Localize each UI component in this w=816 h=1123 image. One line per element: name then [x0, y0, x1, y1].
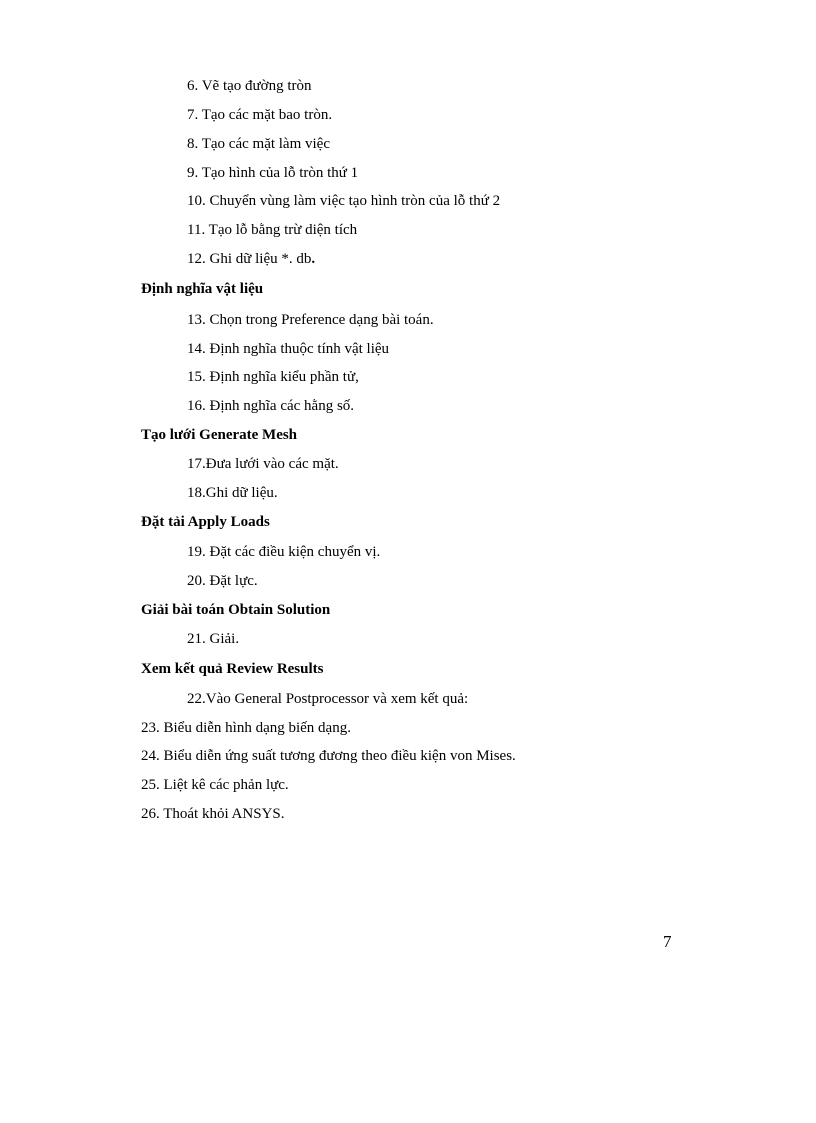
list-item: 18.Ghi dữ liệu. [187, 485, 278, 501]
section-heading: Xem kết quả Review Results [141, 661, 324, 677]
list-item: 23. Biểu diễn hình dạng biến dạng. [141, 720, 351, 736]
list-item: 9. Tạo hình của lỗ tròn thứ 1 [187, 165, 359, 181]
list-item: 11. Tạo lỗ bằng trừ diện tích [187, 222, 358, 238]
list-item: 8. Tạo các mặt làm việc [187, 136, 330, 152]
list-item: 20. Đặt lực. [187, 573, 258, 589]
list-item-suffix: . [311, 251, 316, 267]
list-item [187, 250, 315, 268]
list-item: 13. Chọn trong Preference dạng bài toán. [187, 312, 434, 328]
list-item: 21. Giải. [187, 631, 240, 647]
list-item: 16. Định nghĩa các hằng số. [187, 398, 355, 414]
section-heading: Tạo lưới Generate Mesh [141, 427, 298, 443]
list-item: 25. Liệt kê các phản lực. [141, 777, 289, 793]
list-item: 24. Biểu diễn ứng suất tương đương theo điều kiện von Mises. [141, 748, 516, 764]
list-item: 22.Vào General Postprocessor và xem kết quả: [187, 691, 469, 707]
list-item: 14. Định nghĩa thuộc tính vật liệu [187, 341, 390, 357]
list-item: 10. Chuyển vùng làm việc tạo hình tròn của lỗ thứ 2 [187, 193, 501, 209]
list-item: 17.Đưa lưới vào các mặt. [187, 456, 339, 472]
section-heading: Định nghĩa vật liệu [141, 281, 264, 297]
section-heading: Giải bài toán Obtain Solution [141, 602, 331, 618]
list-item: 6. Vẽ tạo đường tròn [187, 78, 312, 94]
list-item: 7. Tạo các mặt bao tròn. [187, 107, 333, 123]
section-heading: Đặt tải Apply Loads [141, 514, 270, 530]
list-item: 19. Đặt các điều kiện chuyển vị. [187, 544, 381, 560]
list-item-text: 12. Ghi dữ liệu *. db [187, 251, 312, 267]
list-item: 15. Định nghĩa kiểu phần tử, [187, 369, 359, 385]
page-number: 7 [663, 932, 672, 951]
list-item: 26. Thoát khỏi ANSYS. [141, 806, 285, 822]
